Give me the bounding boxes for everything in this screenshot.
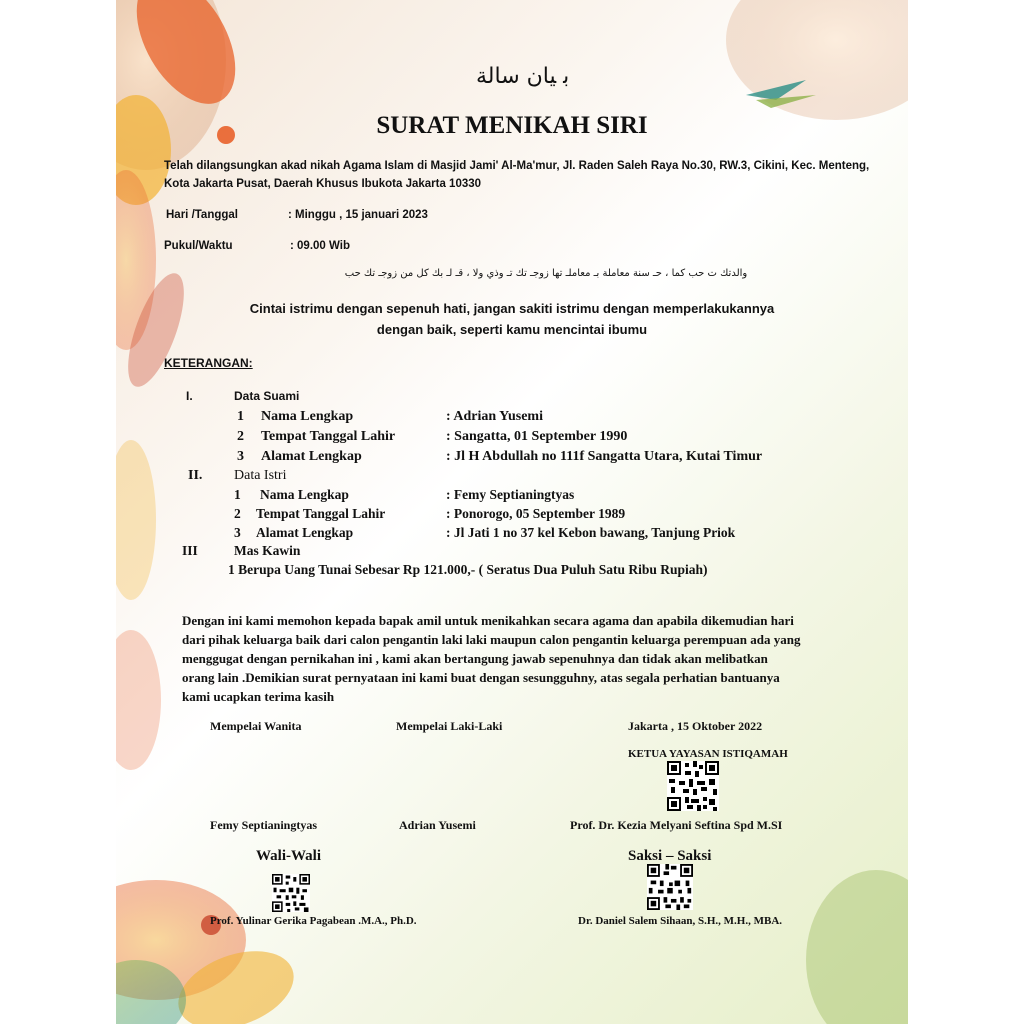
wali-name: Prof. Yulinar Gerika Pagabean .M.A., Ph.D. [210,915,417,927]
section-title-istri: Data Istri [234,468,287,483]
section-number: I. [186,389,193,403]
row-number: 2 [237,429,244,444]
section-title-suami: Data Suami [234,389,300,403]
bride-label: Mempelai Wanita [210,719,302,733]
statement-line-5: kami ucapkan terima kasih [182,689,335,704]
row-number: 3 [234,525,241,540]
intro-line-2: Kota Jakarta Pusat, Daerah Khusus Ibukota Jakarta 10330 [164,178,482,190]
petal-shape [116,440,156,600]
qr-code-wali [272,874,310,912]
quote-line-1: Cintai istrimu dengan sepenuh hati, jangan sakiti istrimu dengan memperlakukannya [249,301,775,316]
wali-label: Wali-Wali [256,848,322,864]
intro-line-1: Telah dilangsungkan akad nikah Agama Islam di Masjid Jami' Al-Ma'mur, Jl. Raden Saleh Raya No.30, RW.3, Cikini, Kec. Menteng, [164,160,870,172]
keterangan-heading: KETERANGAN: [164,356,253,370]
row-value: : Sangatta, 01 September 1990 [446,429,628,444]
row-label: Alamat Lengkap [261,449,362,464]
row-value: : Femy Septianingtyas [446,487,575,502]
row-number: 1 [237,409,244,424]
row-value: : Jl Jati 1 no 37 kel Kebon bawang, Tanjung Priok [446,525,736,540]
row-label: Tempat Tanggal Lahir [261,429,396,444]
document-title: SURAT MENIKAH SIRI [376,112,648,139]
day-label: Hari /Tanggal [166,209,238,221]
statement-line-4: orang lain .Demikian surat pernyataan ini kami buat dengan sesungguhny, atas segala perhatian bantuanya [182,670,780,685]
row-label: Tempat Tanggal Lahir [256,506,386,521]
row-label: Nama Lengkap [260,487,349,502]
row-number: 2 [234,506,241,521]
section-number: III [182,543,198,558]
qr-code-saksi [647,864,693,910]
groom-label: Mempelai Laki-Laki [396,719,503,733]
time-label: Pukul/Waktu [164,240,233,252]
groom-name: Adrian Yusemi [399,818,476,832]
document-page [116,0,908,1024]
petal-shape [726,0,908,120]
chair-title: KETUA YAYASAN ISTIQAMAH [628,748,788,760]
time-value: : 09.00 Wib [290,240,350,252]
arabic-quote: والدتك ت حب كما ، حـ سنة معاملة بـ معاملـ تها زوجـ تك تـ وذي ولا ، قـ لـ بك كل من زوجـ تك حب [344,268,748,279]
qr-code-chair [667,761,719,811]
row-value: : Jl H Abdullah no 111f Sangatta Utara, Kutai Timur [446,449,763,464]
petal-shape [806,870,908,1024]
row-number: 3 [237,449,244,464]
day-value: : Minggu , 15 januari 2023 [288,209,428,221]
row-value: : Adrian Yusemi [446,409,543,424]
bride-name: Femy Septianingtyas [210,818,318,832]
quote-line-2: dengan baik, seperti kamu mencintai ibumu [376,322,648,337]
statement-line-3: menggugat dengan pernikahan ini , kami akan bertangung jawab sepenuhnya dan tidak akan melibatkan [182,651,768,666]
basmala: ﺑ ﻴﺎﻥ ﺳﺎﻟﺔ [476,64,570,89]
row-label: Nama Lengkap [261,409,354,424]
row-label: Alamat Lengkap [256,525,354,540]
row-number: 1 [234,487,241,502]
saksi-label: Saksi – Saksi [628,848,712,864]
petal-shape [116,630,161,770]
section-number: II. [188,468,203,483]
place-date: Jakarta , 15 Oktober 2022 [628,719,763,733]
statement-line-1: Dengan ini kami memohon kepada bapak amil untuk menikahkan secara agama dan apabila dikemudian hari [182,613,794,628]
row-value: : Ponorogo, 05 September 1989 [446,506,626,521]
section-title-mas-kawin: Mas Kawin [234,543,301,558]
chair-name: Prof. Dr. Kezia Melyani Seftina Spd M.SI [570,818,783,832]
saksi-name: Dr. Daniel Salem Sihaan, S.H., M.H., MBA. [578,915,783,927]
statement-line-2: dari pihak keluarga baik dari calon pengantin laki laki maupun calon pengantin keluarga perempuan ada yang [182,632,801,647]
mas-kawin-detail: 1 Berupa Uang Tunai Sebesar Rp 121.000,- ( Seratus Dua Puluh Satu Ribu Rupiah) [228,562,708,577]
